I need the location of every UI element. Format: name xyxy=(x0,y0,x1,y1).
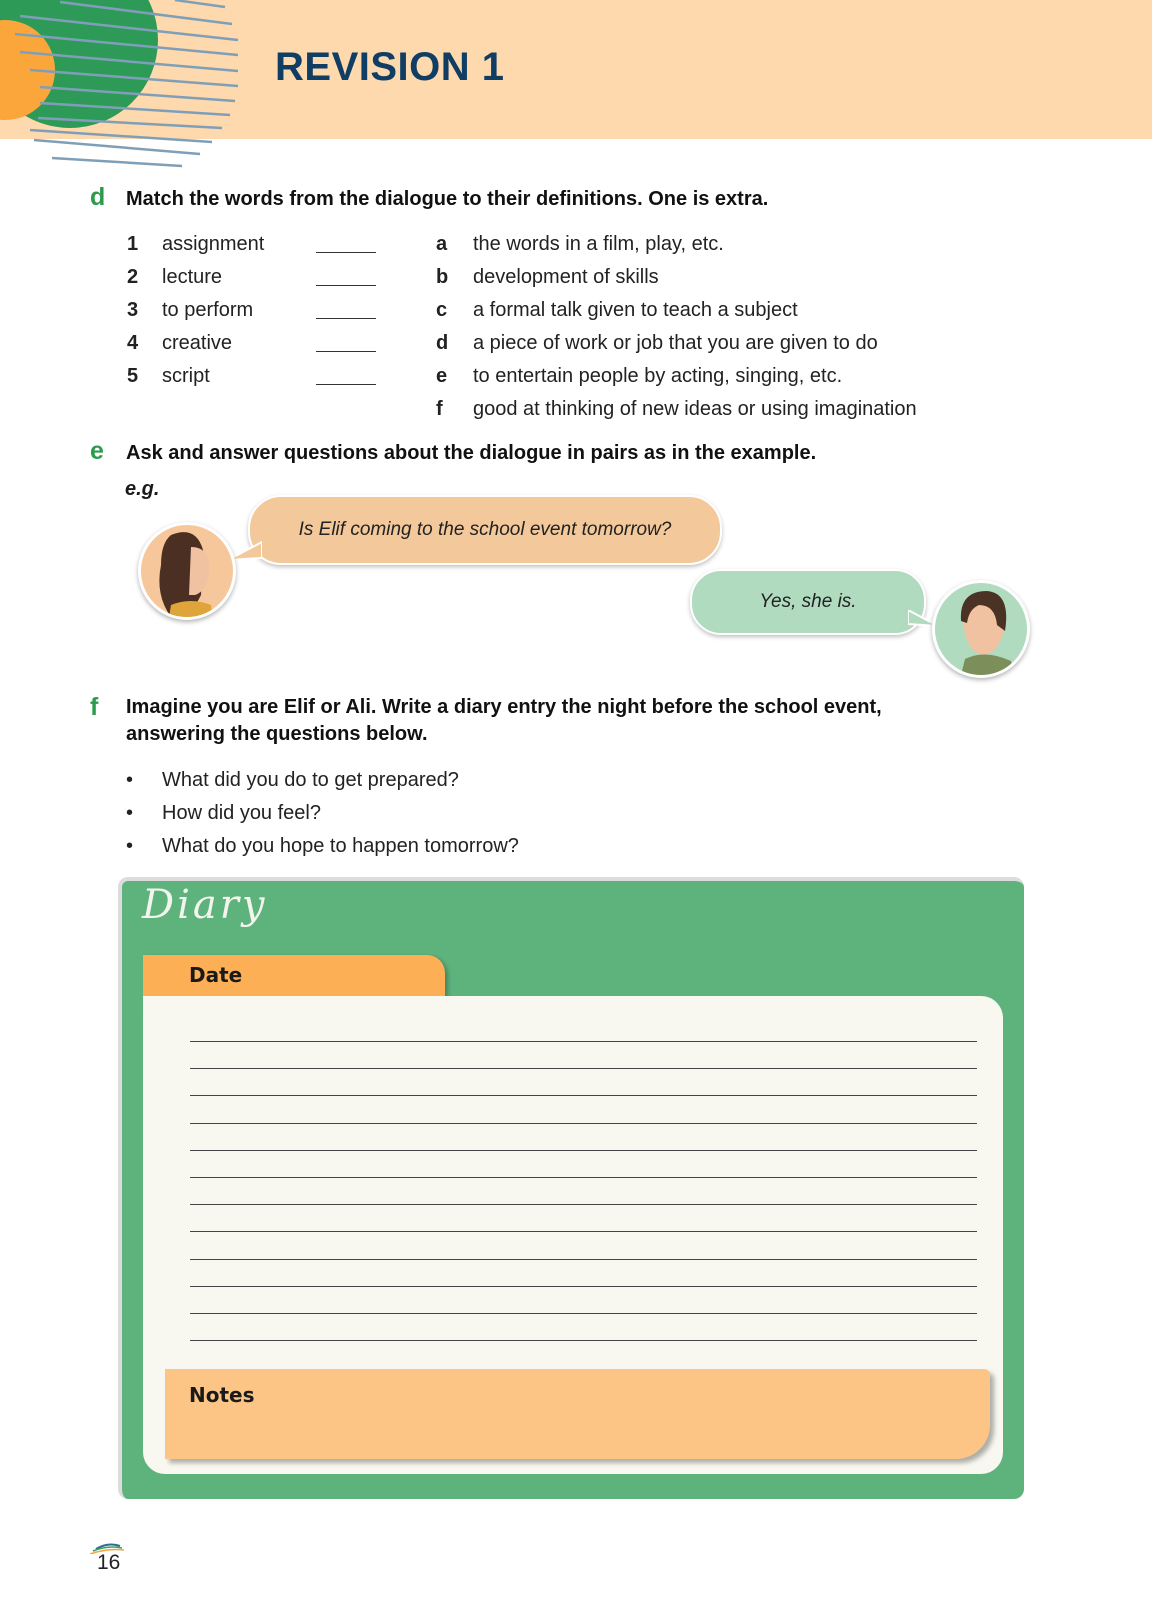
date-label: Date xyxy=(189,963,243,987)
diary-line[interactable] xyxy=(190,1150,977,1151)
definition-row xyxy=(436,228,1096,261)
answer-blank[interactable] xyxy=(316,351,376,352)
word-text: assignment xyxy=(162,233,265,255)
word-text: creative xyxy=(162,332,233,354)
header-decoration-icon xyxy=(0,0,260,180)
definition-text: to entertain people by acting, singing, etc. xyxy=(473,365,843,387)
question-text: What did you do to get prepared? xyxy=(162,769,459,791)
diary-line[interactable] xyxy=(190,1313,977,1314)
definition-row xyxy=(436,393,1096,426)
word-text: to perform xyxy=(162,299,254,321)
definition-letter: b xyxy=(436,266,449,288)
diary-line[interactable] xyxy=(190,1231,977,1232)
definition-text: the words in a film, play, etc. xyxy=(473,233,724,255)
definition-letter: e xyxy=(436,365,448,387)
section-f-instruction xyxy=(126,694,882,748)
word-list xyxy=(127,228,397,393)
section-f-letter: f xyxy=(90,693,99,721)
diary-title: Diary xyxy=(142,882,268,928)
question-list xyxy=(126,764,826,863)
diary-line[interactable] xyxy=(190,1095,977,1096)
diary-line[interactable] xyxy=(190,1068,977,1069)
avatar-girl xyxy=(138,522,236,620)
diary-line[interactable] xyxy=(190,1041,977,1042)
answer-blank[interactable] xyxy=(316,384,376,385)
question-text: Is Elif coming to the school event tomorrow? xyxy=(298,519,672,540)
word-number: 2 xyxy=(127,266,139,288)
girl-portrait-icon xyxy=(141,525,233,617)
example-label: e.g. xyxy=(125,478,160,500)
question-text: How did you feel? xyxy=(162,802,321,824)
definition-row xyxy=(436,327,1096,360)
word-row xyxy=(127,327,397,360)
question-item xyxy=(126,764,826,797)
question-item xyxy=(126,830,826,863)
question-item xyxy=(126,797,826,830)
answer-blank[interactable] xyxy=(316,318,376,319)
speech-bubble-question xyxy=(248,495,722,565)
answer-blank[interactable] xyxy=(316,252,376,253)
definition-row xyxy=(436,261,1096,294)
diary-line[interactable] xyxy=(190,1177,977,1178)
definition-letter: c xyxy=(436,299,448,321)
bullet-icon: • xyxy=(126,802,134,824)
answer-text: Yes, she is. xyxy=(759,591,857,612)
word-number: 4 xyxy=(127,332,139,354)
word-text: lecture xyxy=(162,266,223,288)
answer-blank[interactable] xyxy=(316,285,376,286)
definition-text: a formal talk given to teach a subject xyxy=(473,299,798,321)
word-number: 5 xyxy=(127,365,139,387)
word-row xyxy=(127,360,397,393)
diary-line[interactable] xyxy=(190,1286,977,1287)
word-row xyxy=(127,228,397,261)
definition-list xyxy=(436,228,1096,426)
boy-portrait-icon xyxy=(935,583,1027,675)
section-d-instruction: Match the words from the dialogue to their definitions. One is extra. xyxy=(126,188,769,210)
diary-line[interactable] xyxy=(190,1340,977,1341)
word-text: script xyxy=(162,365,210,387)
notes-area[interactable] xyxy=(165,1369,990,1459)
speech-bubble-answer xyxy=(690,569,926,635)
bullet-icon: • xyxy=(126,835,134,857)
section-e-letter: e xyxy=(90,437,104,465)
bullet-icon: • xyxy=(126,769,134,791)
definition-letter: f xyxy=(436,398,443,420)
instruction-line: Imagine you are Elif or Ali. Write a diary entry the night before the school event, xyxy=(126,696,882,718)
definition-text: good at thinking of new ideas or using imagination xyxy=(473,398,917,420)
diary-line[interactable] xyxy=(190,1259,977,1260)
word-row xyxy=(127,261,397,294)
word-number: 3 xyxy=(127,299,139,321)
diary-line[interactable] xyxy=(190,1204,977,1205)
definition-letter: a xyxy=(436,233,448,255)
definition-text: a piece of work or job that you are given to do xyxy=(473,332,878,354)
definition-row xyxy=(436,360,1096,393)
avatar-boy xyxy=(932,580,1030,678)
definition-letter: d xyxy=(436,332,449,354)
definition-text: development of skills xyxy=(473,266,659,288)
word-number: 1 xyxy=(127,233,139,255)
page-number: 16 xyxy=(97,1551,121,1574)
section-d-letter: d xyxy=(90,183,106,211)
instruction-line: answering the questions below. xyxy=(126,723,428,745)
question-text: What do you hope to happen tomorrow? xyxy=(162,835,519,857)
diary-line[interactable] xyxy=(190,1123,977,1124)
word-row xyxy=(127,294,397,327)
definition-row xyxy=(436,294,1096,327)
section-e-instruction: Ask and answer questions about the dialogue in pairs as in the example. xyxy=(126,442,817,464)
page-title: REVISION 1 xyxy=(275,45,505,89)
notes-label: Notes xyxy=(189,1383,255,1407)
